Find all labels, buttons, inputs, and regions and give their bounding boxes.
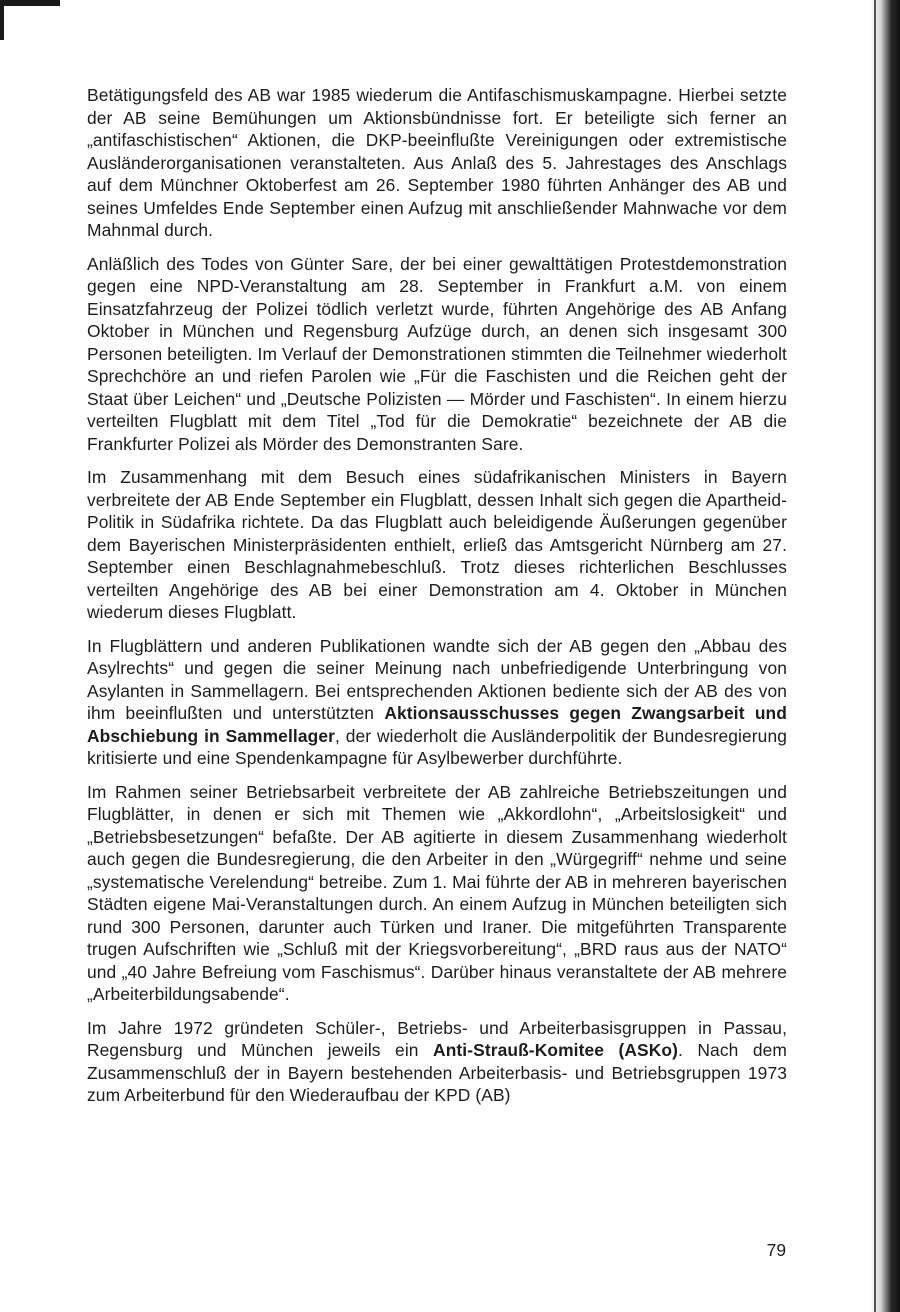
page-edge-line <box>874 0 876 1312</box>
page-number: 79 <box>766 1240 786 1260</box>
text-run: In Flugblättern und anderen Publikationen wandte sich der AB gegen den „Abbau des Asylrechts“ und gegen die seiner Meinung nach unbefriedigende Unterbringung von Asylanten in Sammellagern. Bei entsprechenden Aktionen bediente sich der AB des von ihm beeinflußten und unterstützten <box>87 635 787 723</box>
bold-organization-name: Aktionsausschusses gegen Zwangsarbeit und Abschiebung in Sammellager <box>87 703 787 746</box>
bold-organization-name: Anti-Strauß-Komitee (ASKo) <box>433 1040 678 1060</box>
text-run: , der wiederholt die Ausländerpolitik der Bundesregierung kritisierte und eine Spendenkampagne für Asylbewerber durchführte. <box>87 725 787 768</box>
paragraph <box>87 253 787 456</box>
scan-corner-mark <box>0 0 60 6</box>
text-run: Im Rahmen seiner Betriebsarbeit verbreitete der AB zahlreiche Betriebszeitungen und Flugblätter, in denen er sich mit Themen wie „Akkordlohn“, „Arbeitslosigkeit“ und „Betriebsbesetzungen“ befaßte. Der AB agitierte in diesem Zusammenhang wiederholt auch gegen die Bundesregierung, die den Arbeiter in den „Würgegriff“ nehme und seine „systematische Verelendung“ betreibe. Zum 1. Mai führte der AB in mehreren bayerischen Städten eigene Mai-Veranstaltungen durch. An einem Aufzug in München beteiligten sich rund 300 Personen, darunter auch Türken und Iraner. Die mitgeführten Transparente trugen Aufschriften wie „Schluß mit der Kriegsvorbereitung“, „BRD raus aus der NATO“ und „40 Jahre Befreiung vom Faschismus“. Darüber hinaus veranstaltete der AB mehrere „Arbeiterbildungsabende“. <box>87 781 787 1004</box>
paragraph <box>87 781 787 1006</box>
text-run: Im Jahre 1972 gründeten Schüler-, Betriebs- und Arbeiterbasisgruppen in Passau, Regensburg und München jeweils ein <box>87 1017 787 1060</box>
text-run: . Nach dem Zusammenschluß der in Bayern bestehenden Arbeiterbasis- und Betriebsgruppen 1973 zum Arbeiterbund für den Wiederaufbau der KPD (AB) <box>87 1040 787 1105</box>
paragraph <box>87 84 787 242</box>
text-run: Betätigungsfeld des AB war 1985 wiederum die Antifaschismuskampagne. Hierbei setzte der AB seine Bemühungen um Aktionsbündnisse fort. Er beteiligte sich ferner an „antifaschistischen“ Aktionen, die DKP-beeinflußte Vereinigungen oder extremistische Ausländerorganisationen veranstalteten. Aus Anlaß des 5. Jahrestages des Anschlags auf dem Münchner Oktoberfest am 26. September 1980 führten Anhänger des AB und seines Umfeldes Ende September einen Aufzug mit anschließender Mahnwache vor dem Mahnmal durch. <box>87 85 787 240</box>
paragraph <box>87 635 787 770</box>
text-run: Anläßlich des Todes von Günter Sare, der bei einer gewalttätigen Protestdemonstration gegen eine NPD-Veranstaltung am 28. September in Frankfurt a.M. von einem Einsatzfahrzeug der Polizei tödlich verletzt wurde, führten Angehörige des AB Anfang Oktober in München und Regensburg Aufzüge durch, an denen sich insgesamt 300 Personen beteiligten. Im Verlauf der Demonstrationen stimmten die Teilnehmer wiederholt Sprechchöre an und riefen Parolen wie „Für die Faschisten und die Reichen geht der Staat über Leichen“ und „Deutsche Polizisten — Mörder und Faschisten“. In einem hierzu verteilten Flugblatt mit dem Titel „Tod für die Demokratie“ bezeichnete der AB die Frankfurter Polizei als Mörder des Demonstranten Sare. <box>87 253 787 454</box>
paragraph <box>87 1017 787 1107</box>
text-run: Im Zusammenhang mit dem Besuch eines südafrikanischen Ministers in Bayern verbreitete der AB Ende September ein Flugblatt, dessen Inhalt sich gegen die Apartheid-Politik in Südafrika richtete. Da das Flugblatt auch beleidigende Äußerungen gegenüber dem Bayerischen Ministerpräsidenten enthielt, erließ das Amtsgericht Nürnberg am 27. September einen Beschlagnahmebeschluß. Trotz dieses richterlichen Beschlusses verteilten Angehörige des AB bei einer Demonstration am 4. Oktober in München wiederum dieses Flugblatt. <box>87 467 787 622</box>
scan-corner-mark-vertical <box>0 0 4 40</box>
paragraph <box>87 466 787 624</box>
document-body <box>87 84 787 1118</box>
